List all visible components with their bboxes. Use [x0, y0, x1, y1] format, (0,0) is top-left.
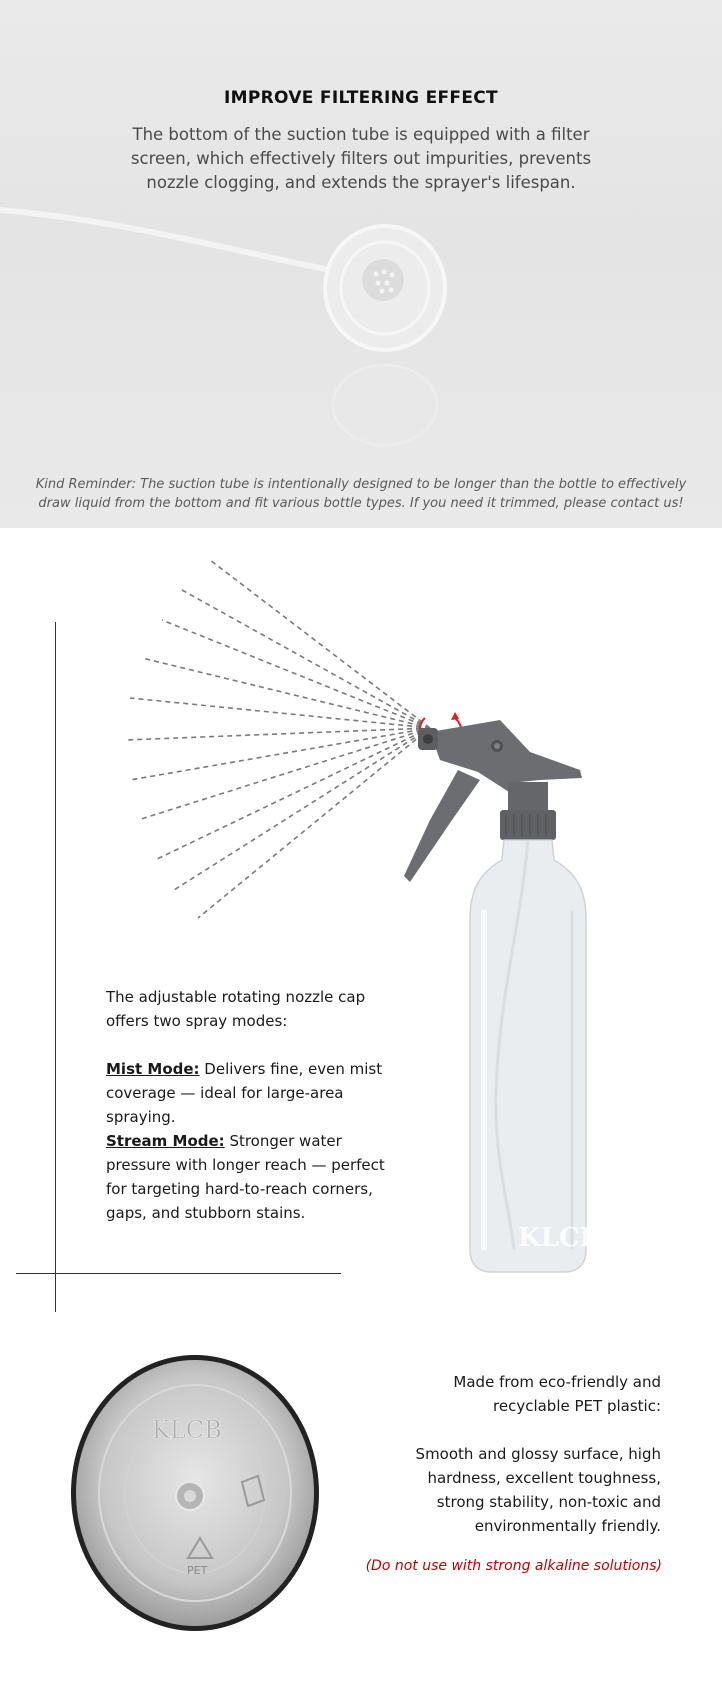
spray-modes-intro: The adjustable rotating nozzle cap offers two spray modes:	[106, 988, 366, 1030]
base-emboss-text: KLCB	[152, 1416, 222, 1444]
mist-mode-label: Mist Mode:	[106, 1060, 200, 1078]
stream-mode-text: Stronger water pressure with longer reach — perfect for targeting hard-to-reach corners, gaps, and stubborn stains.	[106, 1132, 385, 1222]
alkaline-warning: (Do not use with strong alkaline solutions)	[365, 1558, 662, 1574]
material-features: Smooth and glossy surface, high hardness, excellent toughness, strong stability, non-toxic and environmentally friendly.	[415, 1445, 661, 1535]
material-intro: Made from eco-friendly and recyclable PET plastic:	[453, 1373, 661, 1415]
material-description	[390, 1370, 661, 1538]
brand-watermark: KLCB	[518, 1223, 602, 1253]
spray-bottle-image	[400, 710, 640, 1280]
stream-mode-label: Stream Mode:	[106, 1132, 225, 1150]
section-title: IMPROVE FILTERING EFFECT	[224, 88, 498, 108]
filter-section	[0, 0, 722, 528]
stream-mode-paragraph	[106, 1129, 406, 1225]
spray-modes-description	[106, 985, 406, 1225]
filter-screen-image	[0, 180, 722, 480]
mist-mode-paragraph	[106, 1057, 406, 1129]
mist-mode-text: Delivers fine, even mist coverage — ideal for large-area spraying.	[106, 1060, 383, 1126]
section-description: The bottom of the suction tube is equipped with a filter screen, which effectively filters out impurities, prevents nozzle clogging, and extends the sprayer's lifespan.	[130, 125, 592, 192]
recycle-code-text: PET	[187, 1564, 208, 1577]
kind-reminder-note: Kind Reminder: The suction tube is intentionally designed to be longer than the bottle to effectively draw liquid from the bottom and fit various bottle types. If you need it trimmed, please contact us!	[35, 477, 687, 511]
bottle-base-image	[68, 1352, 322, 1634]
decorative-horizontal-line	[16, 1273, 341, 1274]
